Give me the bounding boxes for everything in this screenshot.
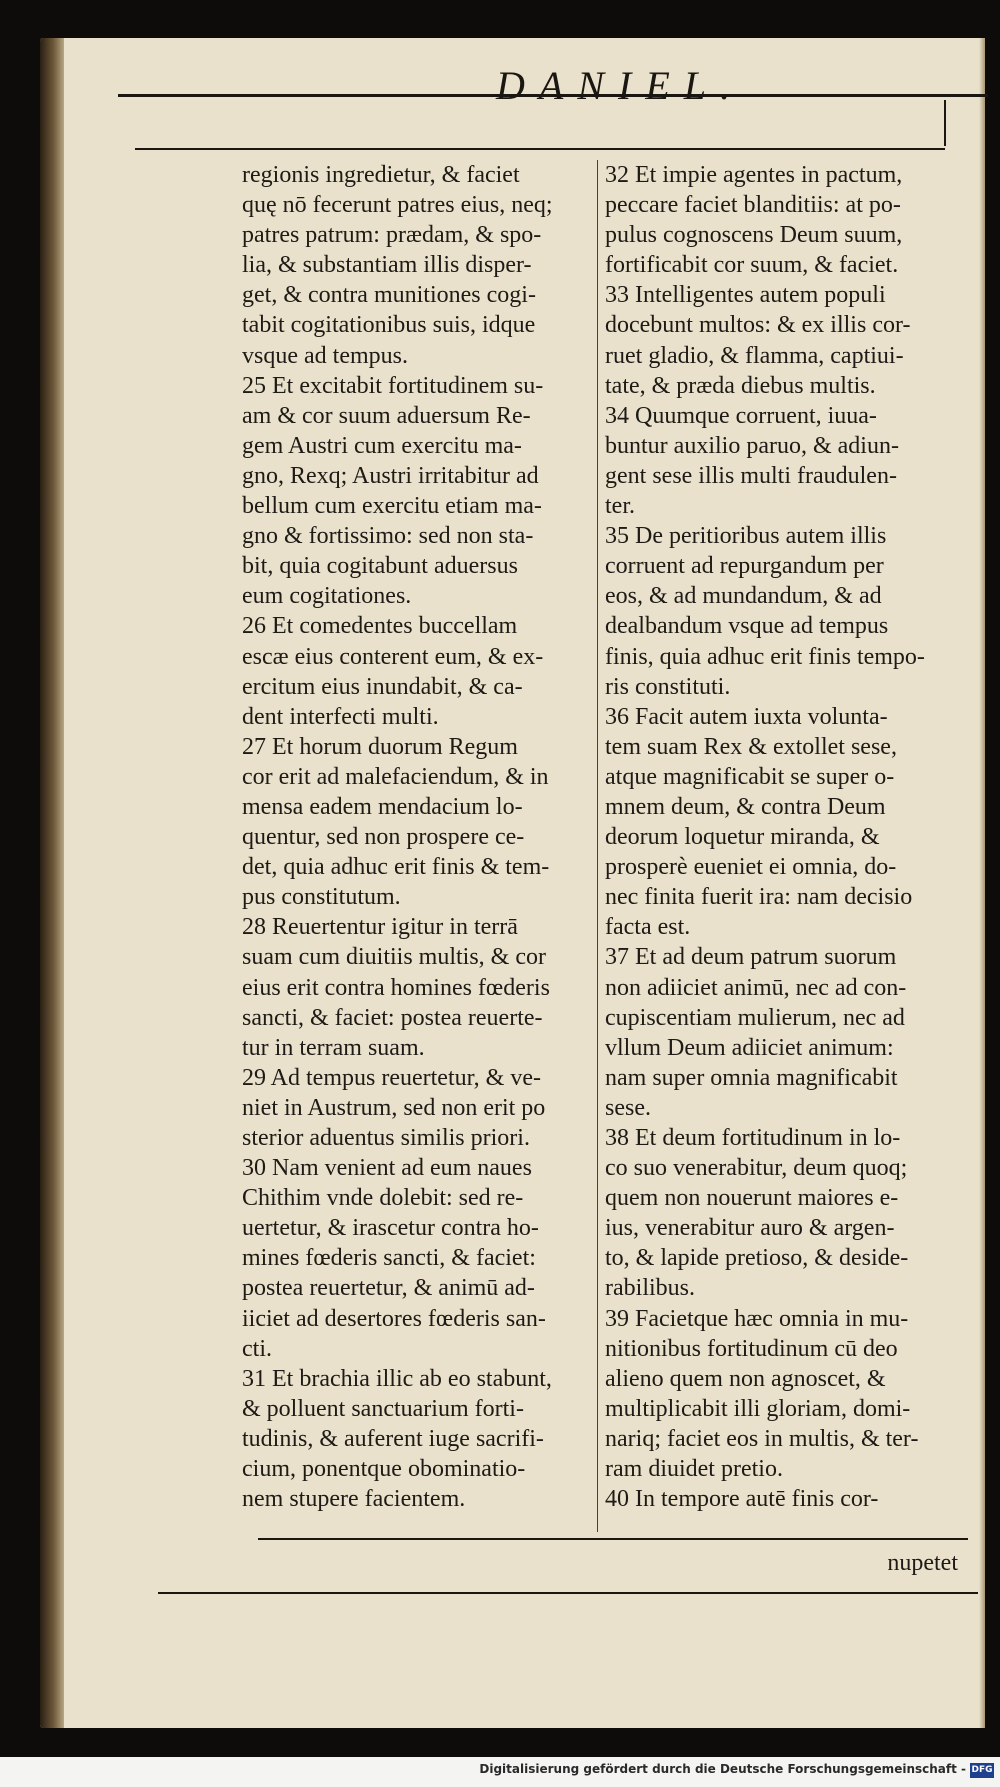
text-line: 39 Facietque hæc omnia in mu- — [605, 1305, 909, 1332]
text-line: ruet gladio, & flamma, captiui- — [605, 342, 904, 369]
text-line: tem suam Rex & extollet sese, — [605, 733, 897, 760]
text-line: 27 Et horum duorum Regum — [242, 733, 518, 760]
text-line: mnem deum, & contra Deum — [605, 793, 886, 820]
text-line: quentur, sed non prospere ce- — [242, 824, 525, 851]
text-line: & polluent sanctuarium forti- — [242, 1395, 524, 1422]
footer-bottom-rule — [158, 1592, 978, 1594]
dfg-logo: DFG — [970, 1763, 994, 1778]
text-line: gent sese illis multi fraudulen- — [605, 462, 897, 489]
text-line: peccare faciet blanditiis: at po- — [605, 192, 901, 219]
text-line: iiciet ad desertores fœderis san- — [242, 1305, 546, 1332]
text-line: facta est. — [605, 914, 691, 941]
text-line: 31 Et brachia illic ab eo stabunt, — [242, 1365, 552, 1392]
text-line: dealbandum vsque ad tempus — [605, 613, 889, 640]
text-line: cium, ponentque obominatio- — [242, 1456, 526, 1483]
text-line: bellum cum exercitu etiam ma- — [242, 493, 542, 520]
page-fore-edge — [979, 38, 985, 1728]
digitization-footer — [0, 1757, 1000, 1787]
text-line: sese. — [605, 1094, 651, 1121]
text-line: cor erit ad malefaciendum, & in — [242, 763, 549, 790]
right-column — [605, 160, 967, 1514]
text-line: cti. — [242, 1335, 272, 1362]
text-line: tudinis, & auferent iuge sacrifi- — [242, 1425, 544, 1452]
text-line: 28 Reuertentur igitur in terrā — [242, 914, 518, 941]
text-line: uertetur, & irascetur contra ho- — [242, 1215, 539, 1242]
text-line: ius, venerabitur auro & argen- — [605, 1215, 895, 1242]
text-line: pulus cognoscens Deum suum, — [605, 222, 903, 249]
text-line: rabilibus. — [605, 1275, 695, 1302]
text-line: prosperè eueniet ei omnia, do- — [605, 854, 897, 881]
text-line: non adiiciet animū, nec ad con- — [605, 974, 907, 1001]
text-line: dent interfecti multi. — [242, 703, 439, 730]
text-line: gem Austri cum exercitu ma- — [242, 432, 522, 459]
text-line: pus constitutum. — [242, 884, 401, 911]
text-line: ram diuidet pretio. — [605, 1456, 783, 1483]
text-line: quę nō fecerunt patres eius, neq; — [242, 192, 553, 219]
footer-top-rule — [258, 1538, 968, 1540]
text-line: deorum loquetur miranda, & — [605, 824, 880, 851]
text-line: 35 De peritioribus autem illis — [605, 523, 887, 550]
text-line: det, quia adhuc erit finis & tem- — [242, 854, 550, 881]
text-line: ris constituti. — [605, 673, 731, 700]
text-line: 36 Facit autem iuxta volunta- — [605, 703, 888, 730]
text-line: nariq; faciet eos in multis, & ter- — [605, 1425, 919, 1452]
text-line: bit, quia cogitabunt aduersus — [242, 553, 518, 580]
text-line: co suo venerabitur, deum quoq; — [605, 1155, 908, 1182]
text-line: 34 Quumque corruent, iuua- — [605, 402, 877, 429]
text-line: finis, quia adhuc erit finis tempo- — [605, 643, 925, 670]
text-line: 25 Et excitabit fortitudinem su- — [242, 372, 544, 399]
text-line: eum cogitationes. — [242, 583, 412, 610]
text-line: cupiscentiam mulierum, nec ad — [605, 1004, 905, 1031]
text-line: mensa eadem mendacium lo- — [242, 793, 523, 820]
text-line: eos, & ad mundandum, & ad — [605, 583, 882, 610]
text-line: nec finita fuerit ira: nam decisio — [605, 884, 913, 911]
text-line: tate, & præda diebus multis. — [605, 372, 876, 399]
text-line: sterior aduentus similis priori. — [242, 1125, 530, 1151]
header-bottom-rule — [135, 148, 945, 150]
text-line: 38 Et deum fortitudinum in lo- — [605, 1125, 901, 1151]
text-line: mines fœderis sancti, & faciet: — [242, 1245, 536, 1272]
text-line: gno & fortissimo: sed non sta- — [242, 523, 534, 550]
text-line: suam cum diuitiis multis, & cor — [242, 944, 546, 971]
text-line: atque magnificabit se super o- — [605, 763, 895, 790]
running-head: DANIEL. — [496, 63, 744, 108]
text-line: vsque ad tempus. — [242, 342, 408, 369]
text-line: quem non nouerunt maiores e- — [605, 1185, 899, 1212]
text-line: ercitum eius inundabit, & ca- — [242, 673, 523, 700]
text-line: niet in Austrum, sed non erit po — [242, 1094, 546, 1121]
text-line: escæ eius conterent eum, & ex- — [242, 643, 544, 670]
text-line: corruent ad repurgandum per — [605, 553, 884, 580]
text-line: buntur auxilio paruo, & adiun- — [605, 432, 899, 459]
text-line: tur in terram suam. — [242, 1034, 425, 1061]
text-line: vllum Deum adiiciet animum: — [605, 1034, 894, 1061]
catchword: nupetet — [887, 1550, 958, 1576]
text-line: 30 Nam venient ad eum naues — [242, 1155, 532, 1182]
text-line: lia, & substantiam illis disper- — [242, 252, 532, 279]
text-line: ter. — [605, 493, 635, 520]
text-line: 37 Et ad deum patrum suorum — [605, 944, 897, 971]
text-line: to, & lapide pretioso, & deside- — [605, 1245, 909, 1272]
text-line: multiplicabit illi gloriam, domi- — [605, 1395, 911, 1422]
text-line: 40 In tempore autē finis cor- — [605, 1486, 879, 1513]
text-line: get, & contra munitiones cogi- — [242, 282, 536, 309]
text-line: Chithim vnde dolebit: sed re- — [242, 1185, 524, 1212]
left-column — [242, 160, 604, 1514]
text-line: nam super omnia magnificabit — [605, 1064, 898, 1091]
text-line: tabit cogitationibus suis, idque — [242, 312, 536, 339]
text-line: 33 Intelligentes autem populi — [605, 282, 886, 309]
text-line: gno, Rexq; Austri irritabitur ad — [242, 462, 539, 489]
text-line: regionis ingredietur, & faciet — [242, 162, 520, 188]
text-line: eius erit contra homines fœderis — [242, 974, 550, 1001]
text-line: alieno quem non agnoscet, & — [605, 1365, 886, 1392]
page-binding-edge — [40, 38, 64, 1728]
header-right-rule — [944, 100, 946, 146]
text-line: 32 Et impie agentes in pactum, — [605, 162, 903, 188]
text-line: patres patrum: prædam, & spo- — [242, 222, 542, 249]
text-line: am & cor suum aduersum Re- — [242, 402, 531, 429]
text-line: docebunt multos: & ex illis cor- — [605, 312, 911, 339]
text-line: nitionibus fortitudinum cū deo — [605, 1335, 898, 1362]
text-line: postea reuertetur, & animū ad- — [242, 1275, 535, 1302]
text-line: nem stupere facientem. — [242, 1486, 466, 1513]
text-line: sancti, & faciet: postea reuerte- — [242, 1004, 543, 1031]
text-line: fortificabit cor suum, & faciet. — [605, 252, 899, 279]
text-line: 29 Ad tempus reuertetur, & ve- — [242, 1064, 541, 1091]
footer-credit: Digitalisierung gefördert durch die Deutsche Forschungsgemeinschaft - — [479, 1762, 966, 1776]
text-line: 26 Et comedentes buccellam — [242, 613, 518, 640]
